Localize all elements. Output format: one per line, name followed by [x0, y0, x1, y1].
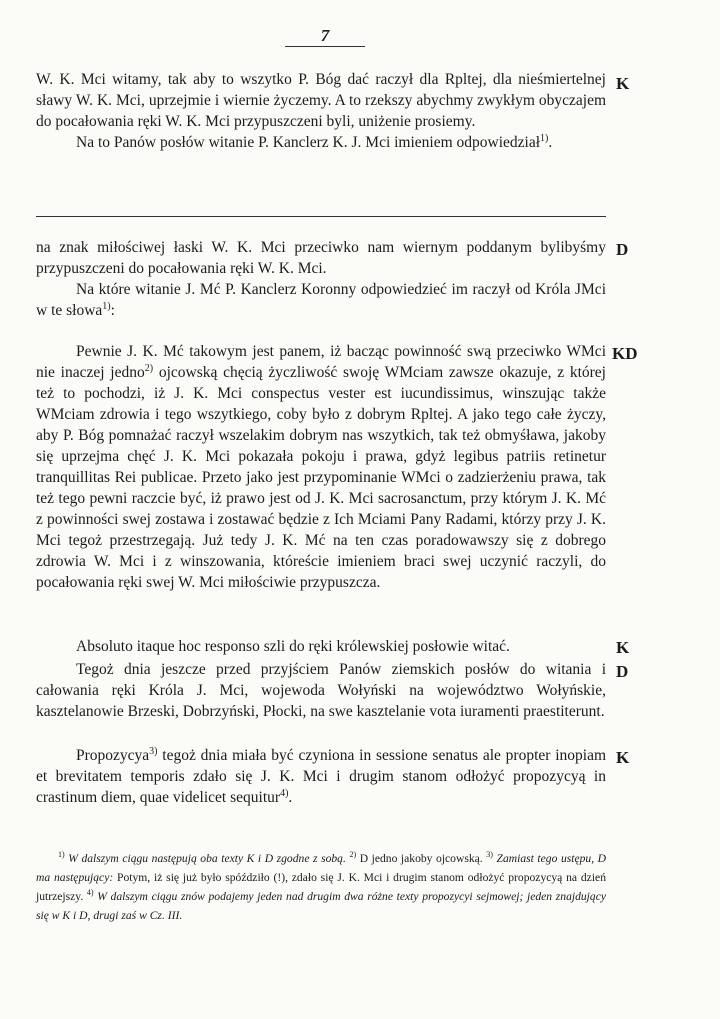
paragraph [36, 279, 606, 321]
footnote-ref: 1) [102, 300, 111, 312]
footnote-text: Zamiast tego ustępu, D ma następujący: [36, 852, 607, 884]
paragraph-absoluto [36, 636, 606, 657]
paragraph [36, 132, 606, 153]
siglum-d: D [616, 662, 629, 681]
paragraph-text: Absoluto itaque hoc responso szli do ręki królewskiej posłowie witać. [76, 638, 510, 655]
footnote-ref: 3) [149, 745, 158, 757]
siglum-k: K [616, 748, 630, 767]
paragraph-text: Na które witanie J. Mć P. Kanclerz Koronny odpowiedzieć im raczył od Króla JMci w te słowa [36, 281, 606, 319]
footnote-number: 4) [86, 888, 94, 898]
page-number: 7 [285, 27, 365, 47]
footnotes [36, 849, 606, 925]
section-d [36, 237, 606, 321]
paragraph-tegoz [36, 659, 606, 722]
footnote-text: W dalszym ciągu następują oba texty K i D zgodne z sobą. [68, 852, 346, 865]
punctuation: . [288, 789, 293, 806]
footnote-ref: 4) [280, 787, 289, 799]
section-divider [36, 216, 606, 217]
paragraph: W. K. Mci witamy, tak aby to wszytko P. Bóg dać raczył dla Rpltej, dla nieśmiertelnej sławy W. K. Mci, uprzejmie i wiernie życzemy. A to rzekszy abychmy zwykłym obyczajem do pocałowania ręki W. K. Mci przypuszczeni byli, uniżenie prosiemy. [36, 71, 606, 130]
paragraph-text: Pewnie J. K. Mć takowym jest panem, iż bacząc powinność swą przeciwko WMci nie inaczej jedno [36, 343, 606, 381]
paragraph-text: Propozycya [76, 747, 150, 764]
footnote-group [36, 849, 606, 925]
footnote-number: 3) [486, 850, 493, 860]
section-top [36, 69, 606, 153]
footnote-ref: 2) [144, 362, 154, 374]
footnote-number: 2) [349, 850, 357, 860]
siglum-d: D [616, 240, 629, 259]
paragraph-text: tegoż dnia miała być czyniona in sessione senatus ale propter inopiam et brevitatem temporis zdało się J. K. Mci i drugim stanom odłożyć propozycyą in crastinum diem, quae videlicet sequitur [36, 747, 607, 806]
footnote-text: D jedno jakoby ojcowską. [359, 852, 483, 865]
paragraph-text: ojcowską chęcią życzliwość swoję WMciam zawsze okazuje, z której też to pochodzi, iż J. K. Mci conspectus vester est iucundissimus, winszując także WMciam zdrowia i tego wszytkiego, coby było z dobrym Rpltej. A jako tego całe życzy, aby P. Bóg pomnażać raczył wszelakim dobrym nas wszytkich, tak też obmyśława, jakoby się uprzejma chęć J. K. Mci pokazała pokoju i prawa, gdyż legibus patriis retinetur tranquillitas Rei publicae. Przeto jako jest przypominanie WMci o zadzierżeniu prawa, tak też tego pewni raczcie być, iż prawo jest od J. K. Mci sacrosanctum, przy którym J. K. Mć z powinności swej zostawa i zostawać będzie z Ich Mciami Pany Radami, którzy przy J. K. Mci tegoż przestrzegają. Już tedy J. K. Mć na ten czas poradowawszy się z dobrego zdrowia W. Mci i z winszowania, któreście imieniem braci swej uczynić raczyli, do pocałowania ręki swej W. Mci miłościwie przypuszcza. [36, 364, 606, 591]
siglum-kd: KD [612, 344, 638, 363]
paragraph-text: Tegoż dnia jeszcze przed przyjściem Panów ziemskich posłów do witania i całowania ręki Króla J. Mci, wojewoda Wołyński na województwo Wołyńskie, kasztelanowie Brzeski, Dobrzyński, Płocki, na swe kasztelanie vota iuramenti praestiterunt. [36, 661, 606, 720]
paragraph [36, 745, 606, 808]
siglum-k: K [616, 74, 630, 93]
paragraph-propozycya [36, 745, 606, 808]
paragraph: na znak miłościwej łaski W. K. Mci przeciwko nam wiernym poddanym bylibyśmy przypuszczeni do pocałowania ręki W. K. Mci. [36, 239, 606, 277]
section-kd [36, 341, 606, 593]
punctuation: . [548, 134, 553, 151]
paragraph-text: Na to Panów posłów witanie P. Kanclerz K. J. Mci imieniem odpowiedział [76, 134, 541, 151]
footnote-ref: 1) [540, 132, 549, 144]
footnote-text: Potym, iż się już było spóździło (!), zdało się J. K. Mci i drugim stanom odłożyć propozycyą na dzień jutrzejszy. [36, 871, 606, 903]
footnote-text: W dalszym ciągu znów podajemy jeden nad drugim dwa różne texty propozycyi sejmowej; jeden znajdujący się w K i D, drugi zaś w Cz. III. [36, 890, 606, 922]
punctuation: : [110, 302, 115, 319]
paragraph [36, 341, 606, 593]
footnote-number: 1) [58, 850, 65, 860]
siglum-k: K [616, 638, 630, 657]
